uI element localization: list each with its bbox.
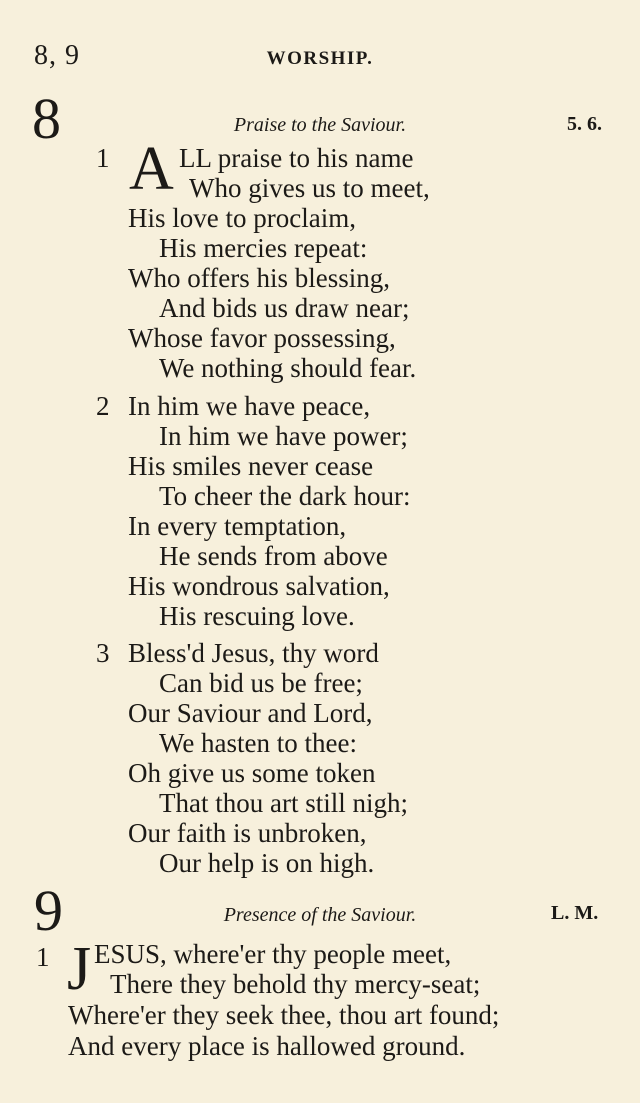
stanza-number: 3 <box>96 638 110 668</box>
verse-line: His mercies repeat: <box>159 233 368 263</box>
verse-line: To cheer the dark hour: <box>159 481 411 511</box>
verse-line: Our faith is unbroken, <box>128 818 367 848</box>
verse-line: That thou art still nigh; <box>159 788 408 818</box>
drop-cap: A <box>129 135 174 203</box>
verse-line: And bids us draw near; <box>159 293 410 323</box>
hymn-number: 8 <box>32 86 61 151</box>
stanza-number: 2 <box>96 391 110 421</box>
verse-line: Who gives us to meet, <box>189 173 430 203</box>
verse-line: Whose favor possessing, <box>128 323 396 353</box>
hymn-title: Praise to the Saviour. <box>233 114 407 136</box>
verse-line: He sends from above <box>159 541 388 571</box>
verse-line: ESUS, where'er thy people meet, <box>94 939 452 969</box>
verse-line: His rescuing love. <box>159 601 355 631</box>
hymn-number: 9 <box>34 878 63 943</box>
running-header: WORSHIP. <box>266 48 374 69</box>
verse-line: Where'er they seek thee, thou art found; <box>68 1000 500 1030</box>
verse-line: Bless'd Jesus, thy word <box>128 638 379 668</box>
verse-line: Our help is on high. <box>159 848 375 878</box>
stanza-number: 1 <box>36 942 50 972</box>
drop-cap: J <box>67 935 92 1003</box>
verse-line: Can bid us be free; <box>159 668 363 698</box>
hymn-title: Presence of the Saviour. <box>223 904 417 926</box>
verse-line: We hasten to thee: <box>159 728 358 758</box>
hymn-meter: 5. 6. <box>567 113 602 135</box>
stanza-number: 1 <box>96 143 110 173</box>
verse-line: Our Saviour and Lord, <box>128 698 373 728</box>
hymn-meter: L. M. <box>551 902 599 924</box>
verse-line: LL praise to his name <box>179 143 414 173</box>
verse-line: In every temptation, <box>128 511 347 541</box>
verse-line: Who offers his blessing, <box>128 263 390 293</box>
verse-line: And every place is hallowed ground. <box>68 1031 466 1061</box>
verse-line: His smiles never cease <box>128 451 374 481</box>
verse-line: In him we have power; <box>159 421 408 451</box>
verse-line: His love to proclaim, <box>128 203 356 233</box>
verse-line: Oh give us some token <box>128 758 376 788</box>
verse-line: We nothing should fear. <box>159 353 417 383</box>
verse-line: There they behold thy mercy-seat; <box>110 969 481 999</box>
page-numbers: 8, 9 <box>34 40 80 71</box>
verse-line: His wondrous salvation, <box>128 571 390 601</box>
verse-line: In him we have peace, <box>128 391 371 421</box>
